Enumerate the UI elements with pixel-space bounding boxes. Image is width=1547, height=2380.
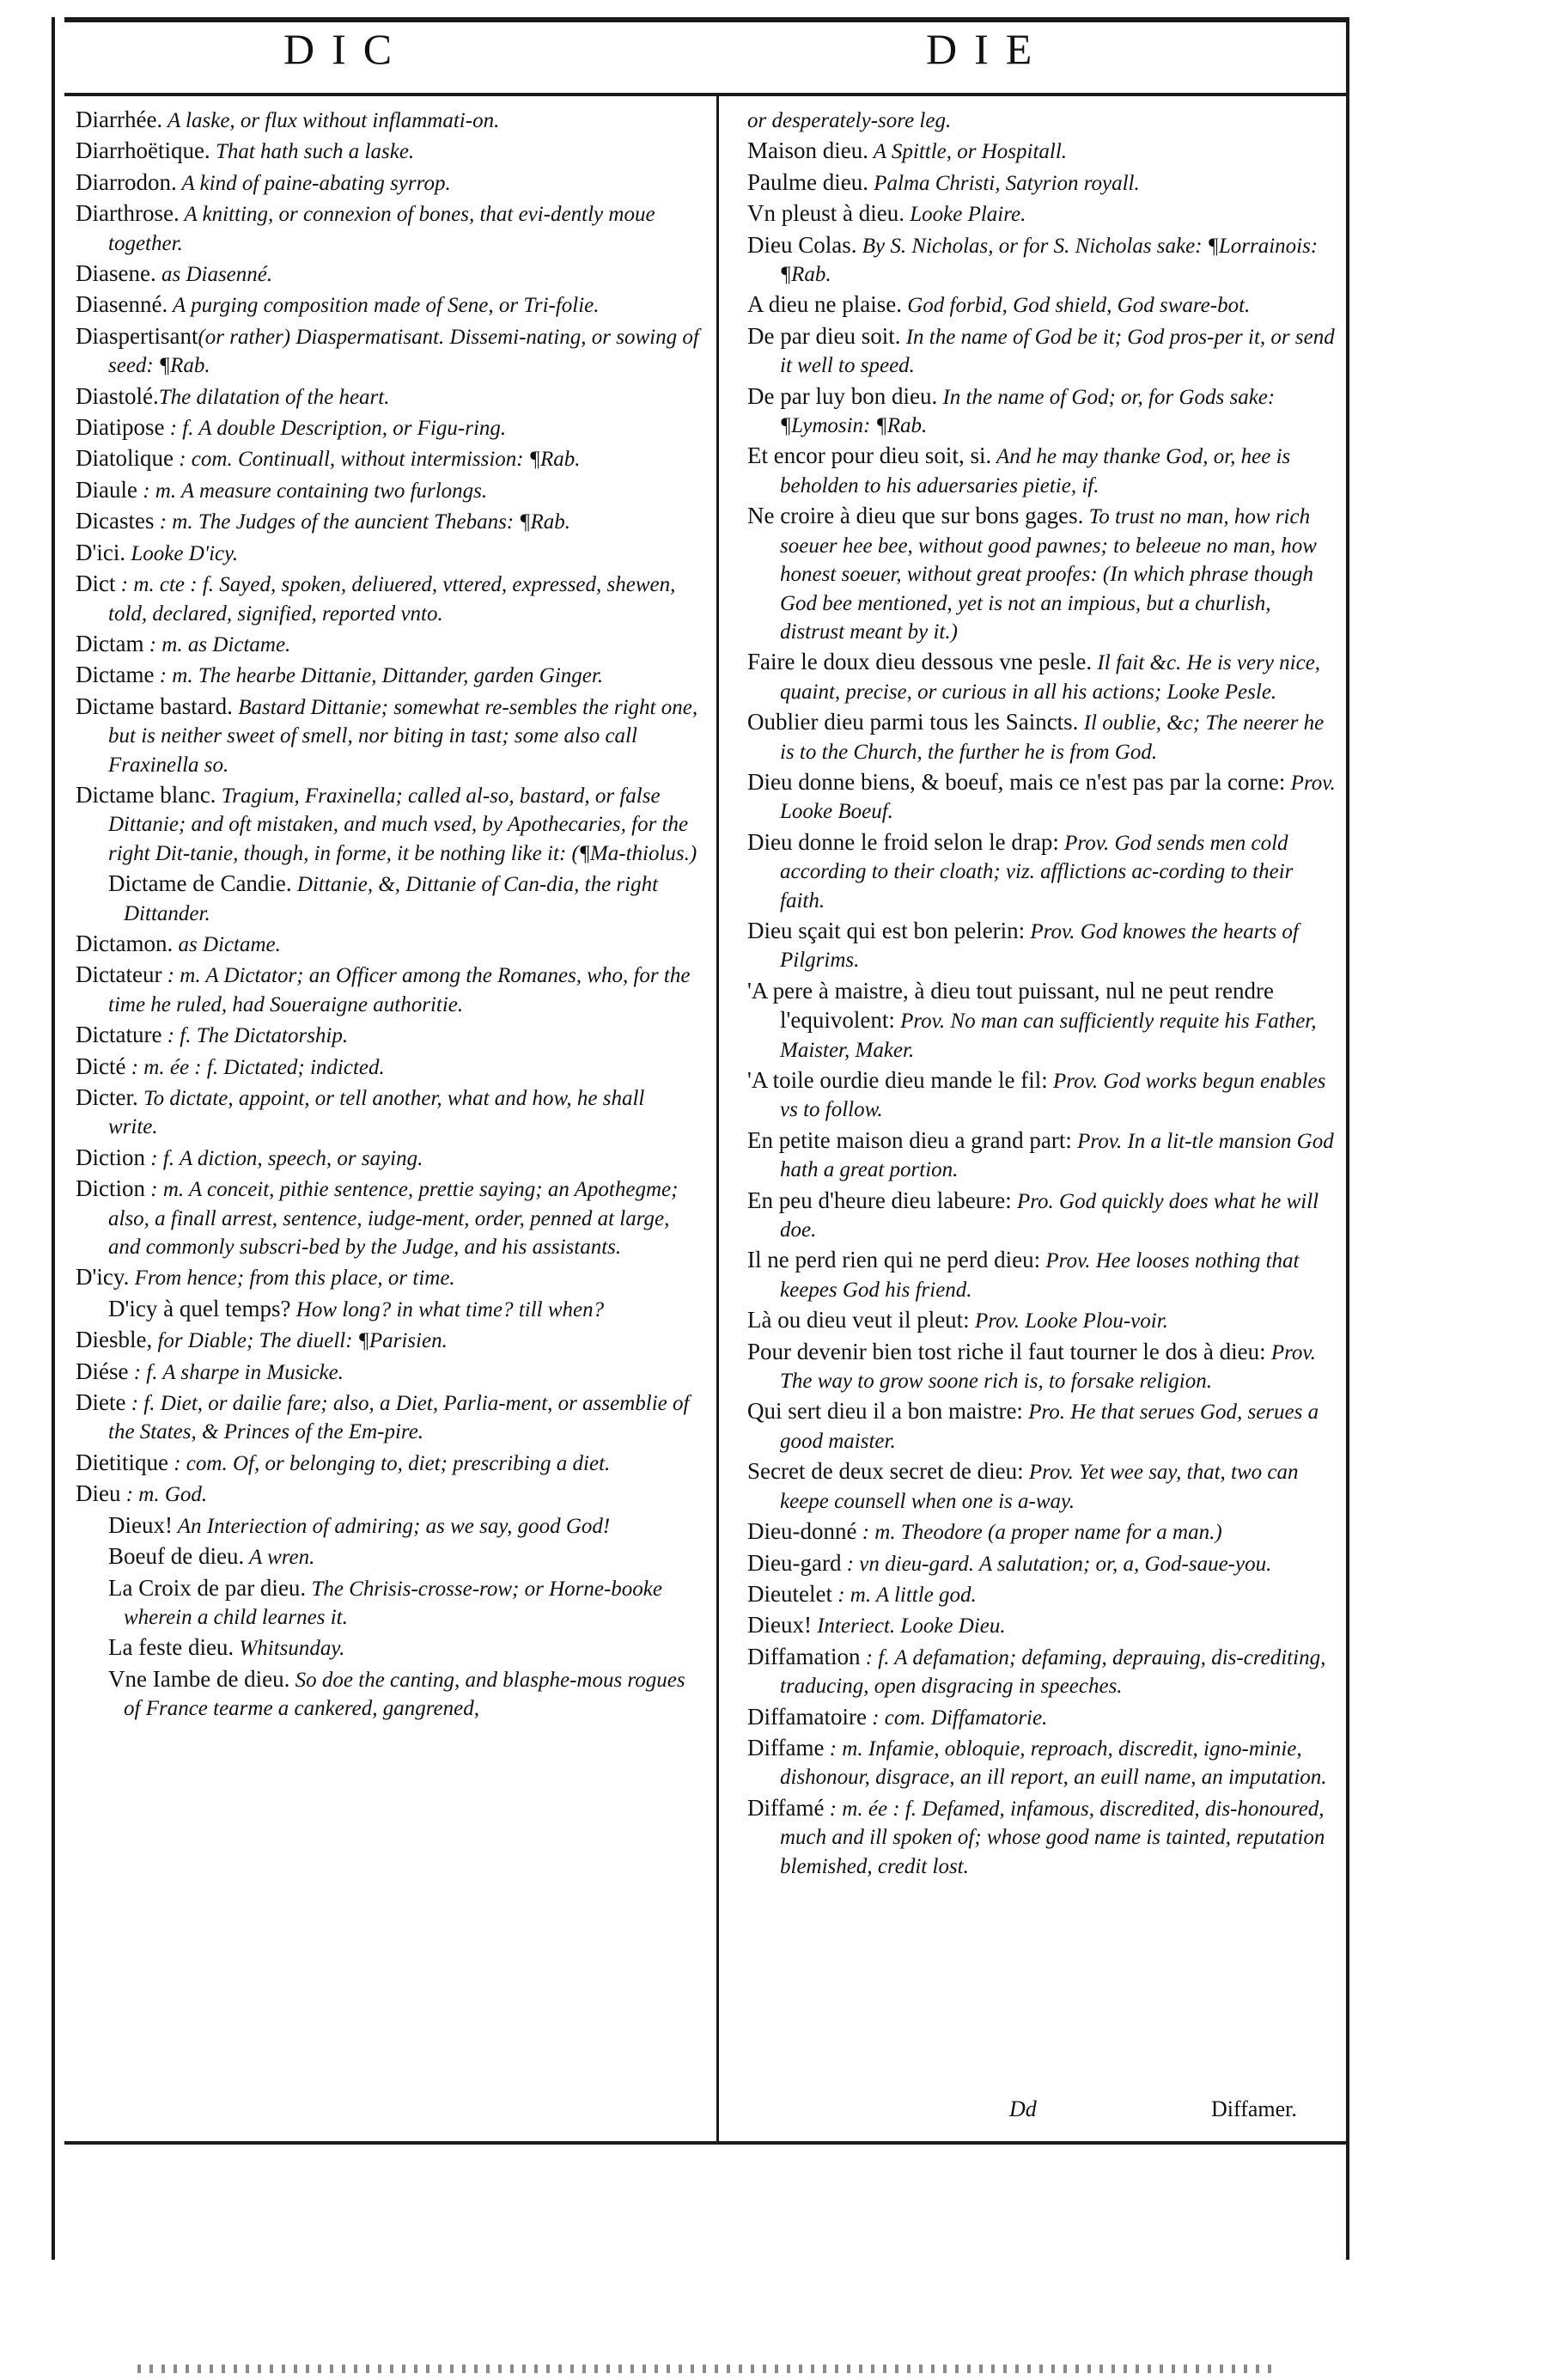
right-border-rule [1346,17,1349,2260]
entry-headword: Diesble, [76,1327,153,1353]
entry-definition: A Spittle, or Hospitall. [868,140,1068,164]
entry-headword: Dict [76,571,116,597]
dictionary-entry [76,870,699,928]
entry-headword: Diése [76,1358,129,1384]
dictionary-entry [76,444,699,473]
entry-headword: Diffame [747,1734,825,1761]
dictionary-entry [747,1187,1340,1245]
entry-definition: A laske, or flux without inflammati-on. [162,109,500,132]
dictionary-entry [76,199,699,258]
entry-headword: Dictame [76,662,155,688]
dictionary-entry [747,322,1340,381]
entry-headword: Ne croire à dieu que sur bons gages. [747,503,1084,529]
entry-headword: 'A toile ourdie dieu mande le fil: [747,1067,1048,1093]
entry-definition: for Diable; The diuell: ¶Parisien. [152,1329,448,1353]
entry-headword: Diasenné. [76,291,168,318]
entry-definition: : f. A defamation; defaming, deprauing, dis-crediting, traducing, open disgracing in speeches. [780,1645,1326,1699]
entry-definition: The dilatation of the heart. [158,385,390,409]
entry-definition: Prov. God sends men cold according to their cloath; viz. afflictions ac-cording to their faith. [780,831,1294,912]
entry-headword: Dieu [76,1480,121,1507]
entry-definition: So doe the canting, and blasphe-mous rogues of France tearme a cankered, gangrened, [124,1668,685,1721]
entry-definition: : f. The Dictatorship. [161,1024,349,1048]
dictionary-entry [76,1083,699,1142]
entry-definition: To trust no man, how rich soeuer hee bee, without good pawnes; to beleeue no man, how honest soeuer, without great proofes: (In which phrase though God bee mentioned, yet is not an impious, but a churlish, distrust meant by it.) [780,505,1317,644]
dictionary-entry [747,106,1340,135]
entry-headword: Dieu sçait qui est bon pelerin: [747,917,1026,943]
entry-definition: as Dictame. [173,932,281,956]
dictionary-entry [76,290,699,320]
entry-definition: By S. Nicholas, or for S. Nicholas sake: ¶Lorrainois: ¶Rab. [780,234,1319,287]
entry-definition: : m. A Dictator; an Officer among the Romanes, who, for the time he ruled, had Soueraigne authoritie. [108,964,691,1016]
entry-headword: Diatipose [76,414,165,441]
entry-definition: To dictate, appoint, or tell another, what and how, he shall write. [108,1087,645,1139]
entry-definition: A kind of paine-abating syrrop. [176,171,451,195]
dictionary-entry [747,1580,1340,1609]
dictionary-entry [76,507,699,536]
entry-definition: Pro. He that serues God, serues a good maister. [780,1401,1319,1453]
dictionary-entry [747,199,1340,229]
dictionary-entry [76,1358,699,1387]
dictionary-entry [76,1388,699,1447]
entry-headword: A dieu ne plaise. [747,291,902,318]
entry-headword: Là ou dieu veut il pleut: [747,1307,970,1333]
entry-headword: Diarrodon. [76,168,177,195]
entry-definition: : m. ée : f. Dictated; indicted. [125,1055,385,1079]
dictionary-entry [76,961,699,1019]
entry-headword: Diastolé. [76,382,159,409]
entry-headword: Dictamon. [76,930,174,956]
entry-headword: D'icy à quel temps? [108,1295,291,1321]
dictionary-entry [76,413,699,442]
entry-headword: Diaule [76,476,137,503]
bottom-rule [64,2141,1349,2145]
entry-headword: La Croix de par dieu. [108,1574,307,1601]
dictionary-entry [747,648,1340,706]
dictionary-entry [747,137,1340,166]
entry-definition: Prov. The way to grow soone rich is, to forsake religion. [780,1340,1316,1394]
entry-headword: Diction [76,1175,145,1202]
entry-headword: Qui sert dieu il a bon maistre: [747,1398,1023,1425]
dictionary-entry [747,1338,1340,1396]
dictionary-entry [747,502,1340,646]
entry-definition: Prov. No man can sufficiently requite his Father, Maister, Maker. [780,1010,1317,1062]
dictionary-entry [747,917,1340,975]
entry-headword: Diatolique [76,445,174,472]
entry-definition: How long? in what time? till when? [290,1297,605,1321]
entry-headword: Et encor pour dieu soit, si. [747,442,992,469]
entry-headword: Faire le doux dieu dessous vne pesle. [747,649,1093,675]
left-column [76,106,699,1725]
dictionary-entry [76,693,699,779]
entry-headword: D'ici. [76,539,126,565]
dictionary-entry [747,1457,1340,1516]
entry-headword: Pour devenir bien tost riche il faut tourner le dos à dieu: [747,1338,1266,1364]
running-head-right: DIE [926,25,1050,73]
entry-headword: Dictame blanc. [76,781,216,808]
entry-definition: Pro. God quickly does what he will doe. [780,1189,1319,1242]
dictionary-entry [76,1144,699,1173]
entry-headword: De par luy bon dieu. [747,382,938,409]
entry-definition: : f. A double Description, or Figu-ring. [164,417,507,441]
entry-definition: The Chrisis-crosse-row; or Horne-booke wherein a child learnes it. [124,1577,662,1629]
dictionary-entry [76,661,699,690]
entry-definition: From hence; from this place, or time. [129,1266,455,1291]
dictionary-entry [76,1665,699,1724]
entry-definition: Il fait &c. He is very nice, quaint, precise, or curious in all his actions; Looke Pesle. [780,651,1321,704]
entry-headword: Dictame bastard. [76,693,233,719]
entry-headword: Dieu Colas. [747,231,857,258]
dictionary-entry [76,1542,699,1571]
entry-headword: Dicastes [76,508,155,534]
entry-definition: An Interiection of admiring; as we say, good God! [172,1514,611,1538]
dictionary-entry [76,930,699,959]
entry-headword: Dieu-gard [747,1549,842,1576]
dictionary-entry [76,1480,699,1509]
entry-headword: Vne Iambe de dieu. [108,1665,290,1692]
entry-definition: : m. ée : f. Defamed, infamous, discredited, dis-honoured, much and ill spoken of; whose good name is tainted, reputation blemished, credit lost. [780,1797,1325,1878]
dictionary-entry [76,1326,699,1355]
entry-headword: Dieu-donné [747,1518,857,1545]
dictionary-entry [76,1175,699,1261]
dictionary-entry [76,476,699,505]
entry-definition: : m. Theodore (a proper name for a man.) [856,1521,1222,1545]
entry-definition: In the name of God be it; God pros-per it, or send it well to speed. [780,325,1335,378]
dictionary-entry [76,1053,699,1082]
entry-definition: : com. Continuall, without intermission: ¶Rab. [173,448,581,472]
dictionary-entry [76,781,699,868]
header-rule [64,93,1349,96]
entry-definition: Interiect. Looke Dieu. [811,1614,1006,1639]
dictionary-entry [76,1449,699,1478]
entry-definition: : vn dieu-gard. A salutation; or, a, God-saue-you. [841,1552,1272,1576]
entry-definition: Prov. God knowes the hearts of Pilgrims. [780,919,1299,973]
entry-definition: Dittanie, &, Dittanie of Can-dia, the right Dittander. [124,873,659,925]
entry-definition: : m. A measure containing two furlongs. [137,479,488,503]
dictionary-entry [747,442,1340,500]
dictionary-entry [76,630,699,659]
running-head-left: DIC [283,25,410,73]
entry-definition: or desperately-sore leg. [747,109,952,132]
entry-headword: Vn pleust à dieu. [747,200,904,227]
catchword: Diffamer. [1211,2096,1297,2121]
entry-headword: Diete [76,1389,126,1416]
entry-definition: Prov. God works begun enables vs to follow. [780,1070,1326,1122]
entry-headword: Diarrhée. [76,107,163,132]
entry-definition: In the name of God; or, for Gods sake: ¶Lymosin: ¶Rab. [780,385,1276,438]
dictionary-entry [747,1306,1340,1335]
entry-definition: : f. A sharpe in Musicke. [128,1360,344,1384]
entry-headword: Diaspertisant [76,322,198,349]
entry-definition: : m. cte : f. Sayed, spoken, deliuered, vttered, expressed, shewen, told, declared, signified, reported vnto. [108,573,676,626]
entry-headword: Dieutelet [747,1580,832,1607]
dictionary-entry [76,1633,699,1663]
dictionary-entry [76,539,699,568]
entry-headword: Dieux! [108,1511,173,1538]
entry-headword: Dicté [76,1053,126,1079]
dictionary-entry [747,1734,1340,1792]
entry-headword: Diasene. [76,260,156,287]
entry-definition: A wren. [244,1546,315,1570]
dictionary-entry [747,1703,1340,1732]
entry-definition: Tragium, Fraxinella; called al-so, bastard, or false Dittanie; and oft mistaken, and much vsed, by Apothecaries, for the right Dit-tanie, though, in forme, it be nothing like it: (¶Ma-thiolus.) [108,784,697,865]
entry-headword: Dieu donne le froid selon le drap: [747,828,1059,855]
entry-definition: as Diasenné. [155,263,273,287]
dictionary-entry [747,290,1340,320]
entry-headword: D'icy. [76,1264,130,1291]
top-rule [64,17,1349,22]
scan-edge-strip [137,2365,1271,2373]
entry-definition: Prov. Looke Plou-voir. [969,1309,1168,1333]
entry-definition: Prov. Hee looses nothing that keepes God his friend. [780,1249,1300,1302]
entry-definition: : m. A little god. [831,1583,977,1607]
entry-headword: Diarthrose. [76,200,180,227]
dictionary-entry [747,828,1340,915]
dictionary-entry [747,1517,1340,1547]
entry-definition: : m. Infamie, obloquie, reproach, discredit, igno-minie, dishonour, disgrace, an ill report, an euill name, an imputation. [780,1736,1327,1790]
dictionary-entry [747,168,1340,198]
entry-headword: Dictame de Candie. [108,870,292,897]
entry-definition: A purging composition made of Sene, or Tri-folie. [167,294,600,318]
entry-headword: Il ne perd rien qui ne perd dieu: [747,1247,1041,1273]
dictionary-entry [747,1643,1340,1701]
entry-definition: That hath such a laske. [210,140,415,164]
dictionary-entry [76,1574,699,1632]
entry-definition: : m. The Judges of the auncient Thebans: ¶Rab. [154,510,570,534]
entry-definition: Il oublie, &c; The neerer he is to the Church, the further he is from God. [780,711,1325,764]
entry-headword: Diffamatoire [747,1703,867,1730]
entry-definition: Palma Christi, Satyrion royall. [868,171,1140,195]
dictionary-entry [747,1246,1340,1304]
entry-definition: : f. Diet, or dailie fare; also, a Diet, Parlia-ment, or assemblie of the States, & Princes of the Em-pire. [108,1392,690,1444]
dictionary-entry [76,1511,699,1541]
entry-headword: Oublier dieu parmi tous les Saincts. [747,709,1079,735]
entry-definition: Looke Plaire. [904,203,1026,227]
dictionary-entry [747,768,1340,827]
entry-definition: : m. God. [120,1483,208,1507]
entry-headword: Maison dieu. [747,137,868,164]
dictionary-entry [747,1126,1340,1185]
dictionary-entry [76,1021,699,1050]
entry-definition: : m. A conceit, pithie sentence, prettie saying; an Apothegme; also, a finall arrest, sentence, iudge-ment, order, penned at large, and commonly subscri-bed by the Judge, and his assistants. [108,1178,679,1260]
dictionary-entry [76,1295,699,1324]
dictionary-entry [76,106,699,135]
entry-headword: En peu d'heure dieu labeure: [747,1187,1012,1213]
dictionary-entry [747,1611,1340,1640]
dictionary-entry [76,382,699,412]
dictionary-entry [747,231,1340,290]
dictionary-entry [747,977,1340,1065]
dictionary-entry [76,168,699,198]
entry-headword: Secret de deux secret de dieu: [747,1458,1024,1485]
dictionary-entry [747,708,1340,766]
entry-headword: Dieux! [747,1612,812,1639]
entry-definition: God forbid, God shield, God sware-bot. [901,294,1251,318]
dictionary-entry [76,1263,699,1292]
dictionary-entry [747,382,1340,441]
entry-definition: Bastard Dittanie; somewhat re-sembles the right one, but is neither sweet of smell, nor biting in tast; some also call Fraxinella so. [108,695,698,777]
dictionary-entry [747,1794,1340,1881]
entry-definition: Prov. Looke Boeuf. [780,771,1336,824]
entry-definition: : m. as Dictame. [143,632,291,656]
entry-definition: Whitsunday. [234,1637,345,1661]
entry-definition: : m. The hearbe Dittanie, Dittander, garden Ginger. [154,664,604,688]
dictionary-entry [76,259,699,289]
entry-definition: And he may thanke God, or, hee is beholden to his aduersaries pietie, if. [780,445,1291,497]
entry-definition: Prov. In a lit-tle mansion God hath a great portion. [780,1129,1334,1182]
entry-headword: Dietitique [76,1449,168,1475]
dictionary-entry [76,137,699,166]
column-divider [716,96,719,2141]
right-column [747,106,1340,1883]
entry-definition: Looke D'icy. [125,541,239,565]
dictionary-entry [747,1397,1340,1455]
left-border-rule [52,17,55,2260]
entry-headword: Dictam [76,630,144,656]
entry-headword: Paulme dieu. [747,168,868,195]
dictionary-entry [76,570,699,628]
entry-headword: Dicter. [76,1084,138,1110]
entry-headword: Diffamé [747,1794,825,1821]
entry-headword: Dictature [76,1022,162,1048]
entry-headword: Dieu donne biens, & boeuf, mais ce n'est pas par la corne: [747,768,1286,795]
entry-definition: Prov. Yet wee say, that, two can keepe counsell when one is a-way. [780,1461,1299,1513]
signature-mark: Dd [1009,2096,1037,2121]
entry-headword: 'A pere à maistre, à dieu tout puissant, nul ne peut rendre l'equivolent: [747,977,1274,1034]
entry-definition: : f. A diction, speech, or saying. [145,1146,423,1170]
entry-headword: Diffamation [747,1643,861,1669]
entry-definition: : com. Of, or belonging to, diet; prescribing a diet. [167,1451,611,1475]
entry-headword: La feste dieu. [108,1634,234,1661]
dictionary-entry [747,1549,1340,1578]
entry-headword: Diarrhoëtique. [76,137,210,164]
entry-definition: (or rather) Diaspermatisant. Dissemi-nating, or sowing of seed: ¶Rab. [108,325,699,378]
dictionary-entry [747,1066,1340,1125]
entry-headword: Boeuf de dieu. [108,1543,245,1570]
dictionary-entry [76,322,699,381]
entry-headword: Diction [76,1144,145,1170]
entry-headword: En petite maison dieu a grand part: [747,1126,1072,1153]
entry-definition: A knitting, or connexion of bones, that evi-dently moue together. [108,203,655,255]
entry-definition: : com. Diffamatorie. [866,1706,1048,1730]
entry-headword: De par dieu soit. [747,322,901,349]
entry-headword: Dictateur [76,961,162,988]
